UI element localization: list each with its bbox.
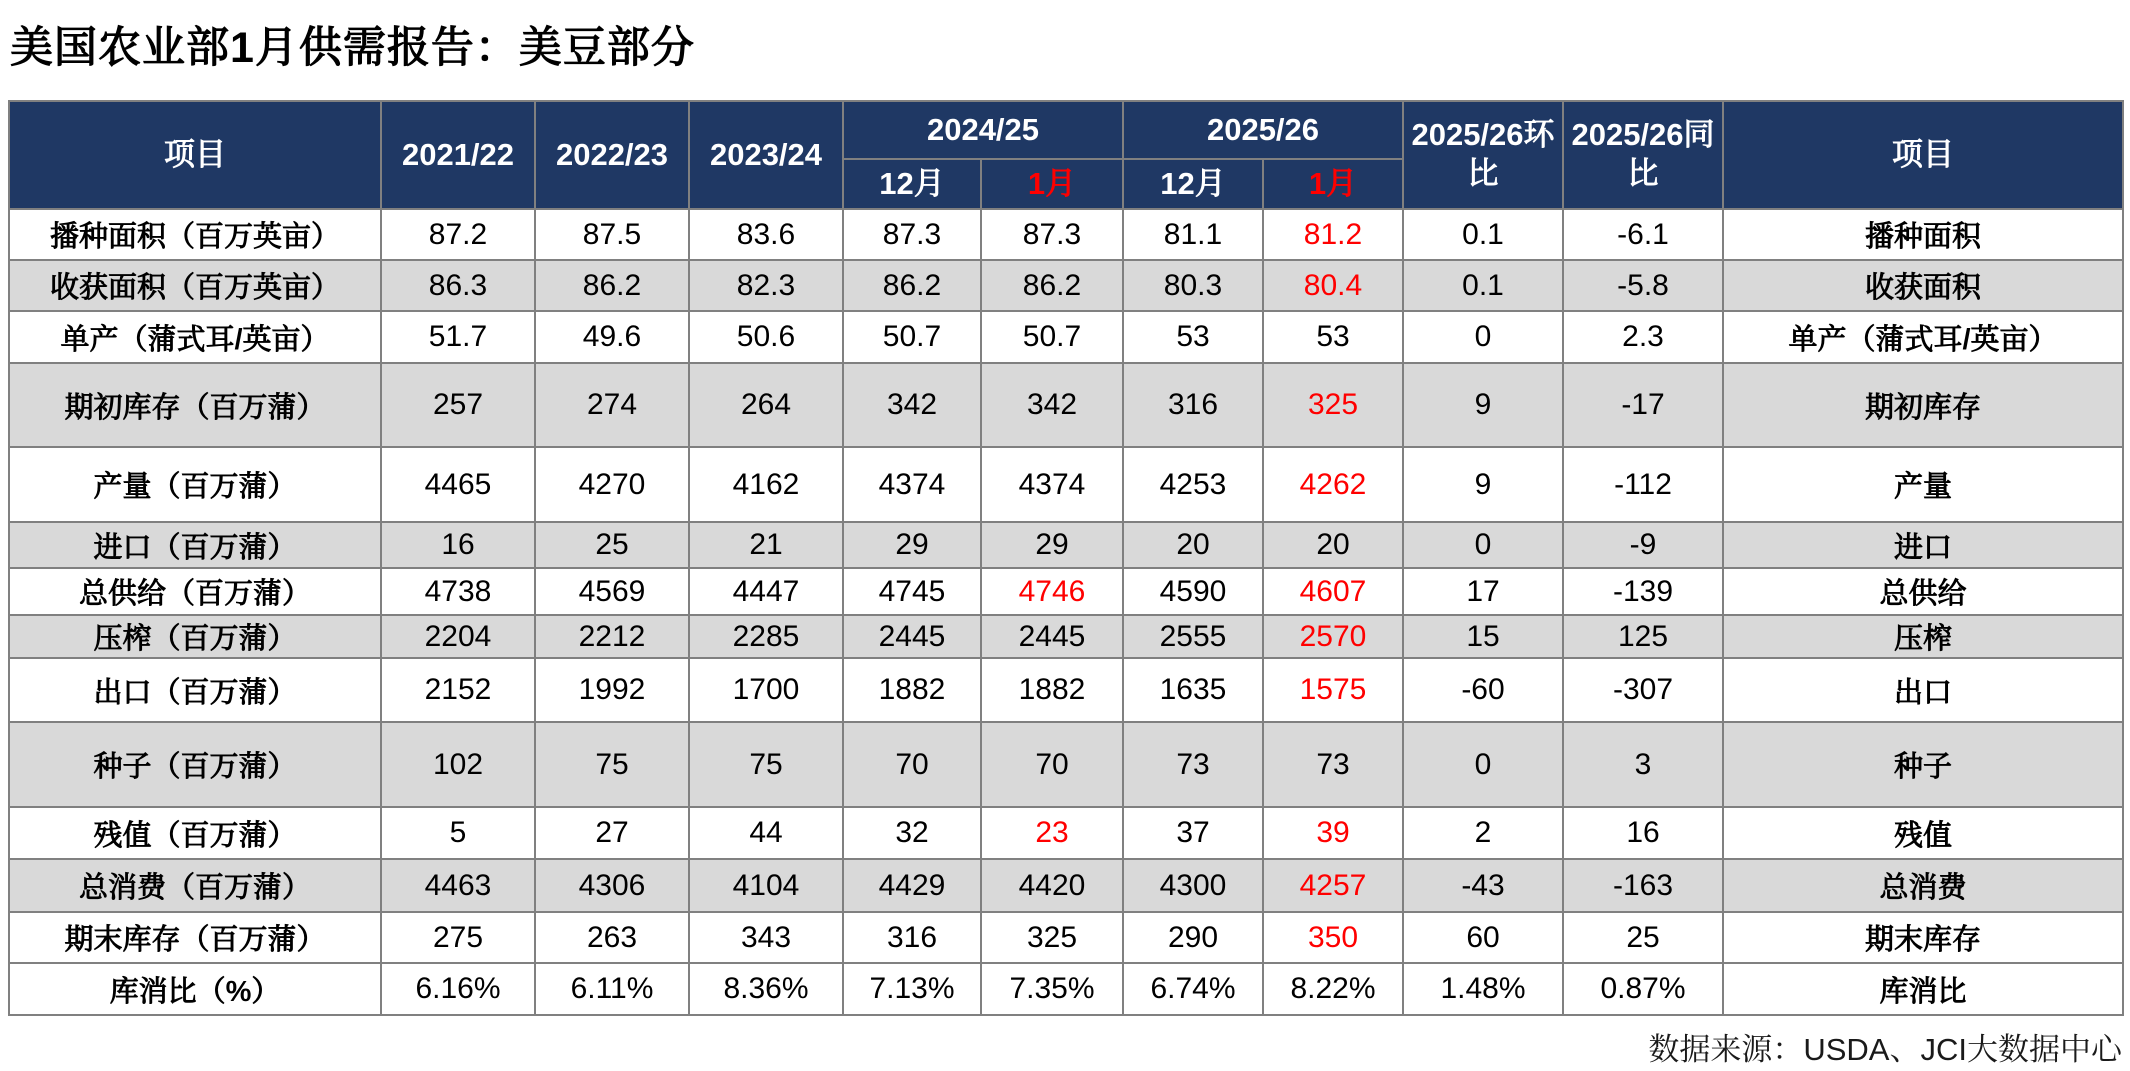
value-cell: 87.2 bbox=[381, 209, 535, 260]
value-cell: 2445 bbox=[843, 615, 981, 658]
value-cell: 316 bbox=[843, 912, 981, 963]
table-row bbox=[9, 859, 2123, 912]
value-cell: -307 bbox=[1563, 658, 1723, 722]
value-cell: 80.3 bbox=[1123, 260, 1263, 311]
row-item-label-left: 压榨（百万蒲） bbox=[9, 615, 381, 658]
value-cell: -5.8 bbox=[1563, 260, 1723, 311]
value-cell: 80.4 bbox=[1263, 260, 1403, 311]
header-year-2022-23: 2022/23 bbox=[535, 101, 689, 209]
value-cell: 16 bbox=[1563, 807, 1723, 859]
value-cell: 75 bbox=[689, 722, 843, 807]
value-cell: -17 bbox=[1563, 363, 1723, 447]
value-cell: 23 bbox=[981, 807, 1123, 859]
value-cell: 6.16% bbox=[381, 963, 535, 1015]
value-cell: 81.1 bbox=[1123, 209, 1263, 260]
value-cell: 264 bbox=[689, 363, 843, 447]
value-cell: 86.2 bbox=[981, 260, 1123, 311]
value-cell: 0.1 bbox=[1403, 209, 1563, 260]
value-cell: 9 bbox=[1403, 363, 1563, 447]
value-cell: 9 bbox=[1403, 447, 1563, 522]
value-cell: 3 bbox=[1563, 722, 1723, 807]
row-item-label-left: 出口（百万蒲） bbox=[9, 658, 381, 722]
value-cell: 83.6 bbox=[689, 209, 843, 260]
value-cell: 16 bbox=[381, 522, 535, 568]
value-cell: 50.7 bbox=[843, 311, 981, 363]
header-month-2024-25-jan: 1月 bbox=[981, 159, 1123, 209]
row-item-label-left: 产量（百万蒲） bbox=[9, 447, 381, 522]
header-group-2024-25: 2024/25 bbox=[843, 101, 1123, 159]
table-row bbox=[9, 615, 2123, 658]
value-cell: 1882 bbox=[843, 658, 981, 722]
value-cell: 60 bbox=[1403, 912, 1563, 963]
value-cell: 2445 bbox=[981, 615, 1123, 658]
value-cell: 5 bbox=[381, 807, 535, 859]
value-cell: 2204 bbox=[381, 615, 535, 658]
header-group-2025-26: 2025/26 bbox=[1123, 101, 1403, 159]
value-cell: 20 bbox=[1263, 522, 1403, 568]
value-cell: 8.22% bbox=[1263, 963, 1403, 1015]
row-item-label-left: 总消费（百万蒲） bbox=[9, 859, 381, 912]
row-item-label-right: 产量 bbox=[1723, 447, 2123, 522]
value-cell: -163 bbox=[1563, 859, 1723, 912]
value-cell: 342 bbox=[981, 363, 1123, 447]
value-cell: 0 bbox=[1403, 722, 1563, 807]
value-cell: 17 bbox=[1403, 568, 1563, 615]
value-cell: 290 bbox=[1123, 912, 1263, 963]
row-item-label-left: 种子（百万蒲） bbox=[9, 722, 381, 807]
value-cell: 4104 bbox=[689, 859, 843, 912]
value-cell: 32 bbox=[843, 807, 981, 859]
value-cell: -60 bbox=[1403, 658, 1563, 722]
value-cell: 49.6 bbox=[535, 311, 689, 363]
table-row bbox=[9, 209, 2123, 260]
header-month-2025-26-dec: 12月 bbox=[1123, 159, 1263, 209]
value-cell: 4253 bbox=[1123, 447, 1263, 522]
table-row bbox=[9, 722, 2123, 807]
value-cell: 2212 bbox=[535, 615, 689, 658]
row-item-label-left: 播种面积（百万英亩） bbox=[9, 209, 381, 260]
value-cell: 2570 bbox=[1263, 615, 1403, 658]
page-title: 美国农业部1月供需报告：美豆部分 bbox=[10, 24, 695, 72]
header-item-left: 项目 bbox=[9, 101, 381, 209]
header-year-2021-22: 2021/22 bbox=[381, 101, 535, 209]
header-month-2025-26-jan: 1月 bbox=[1263, 159, 1403, 209]
value-cell: 44 bbox=[689, 807, 843, 859]
value-cell: 39 bbox=[1263, 807, 1403, 859]
value-cell: 37 bbox=[1123, 807, 1263, 859]
table-row bbox=[9, 912, 2123, 963]
row-item-label-left: 库消比（%） bbox=[9, 963, 381, 1015]
value-cell: 4162 bbox=[689, 447, 843, 522]
row-item-label-left: 单产（蒲式耳/英亩） bbox=[9, 311, 381, 363]
table-row bbox=[9, 311, 2123, 363]
value-cell: 86.3 bbox=[381, 260, 535, 311]
value-cell: 4420 bbox=[981, 859, 1123, 912]
value-cell: 70 bbox=[981, 722, 1123, 807]
value-cell: 1882 bbox=[981, 658, 1123, 722]
value-cell: 73 bbox=[1123, 722, 1263, 807]
data-source-note: 数据来源：USDA、JCI大数据中心 bbox=[1648, 1032, 2122, 1067]
value-cell: 0 bbox=[1403, 522, 1563, 568]
value-cell: 343 bbox=[689, 912, 843, 963]
header-mom-label: 2025/26环比 bbox=[1403, 101, 1563, 209]
value-cell: 75 bbox=[535, 722, 689, 807]
value-cell: 2.3 bbox=[1563, 311, 1723, 363]
row-item-label-right: 库消比 bbox=[1723, 963, 2123, 1015]
value-cell: -112 bbox=[1563, 447, 1723, 522]
value-cell: 1700 bbox=[689, 658, 843, 722]
value-cell: 275 bbox=[381, 912, 535, 963]
row-item-label-left: 期初库存（百万蒲） bbox=[9, 363, 381, 447]
table-row bbox=[9, 260, 2123, 311]
value-cell: 274 bbox=[535, 363, 689, 447]
row-item-label-right: 出口 bbox=[1723, 658, 2123, 722]
value-cell: 81.2 bbox=[1263, 209, 1403, 260]
table-row bbox=[9, 963, 2123, 1015]
value-cell: 86.2 bbox=[843, 260, 981, 311]
value-cell: 0.87% bbox=[1563, 963, 1723, 1015]
header-year-2023-24: 2023/24 bbox=[689, 101, 843, 209]
supply-demand-table bbox=[8, 100, 2124, 1016]
value-cell: 4257 bbox=[1263, 859, 1403, 912]
value-cell: 4262 bbox=[1263, 447, 1403, 522]
value-cell: 316 bbox=[1123, 363, 1263, 447]
row-item-label-right: 期初库存 bbox=[1723, 363, 2123, 447]
value-cell: -139 bbox=[1563, 568, 1723, 615]
value-cell: 53 bbox=[1123, 311, 1263, 363]
value-cell: 7.13% bbox=[843, 963, 981, 1015]
value-cell: 2285 bbox=[689, 615, 843, 658]
value-cell: 4590 bbox=[1123, 568, 1263, 615]
value-cell: 4306 bbox=[535, 859, 689, 912]
value-cell: 4374 bbox=[981, 447, 1123, 522]
value-cell: 2 bbox=[1403, 807, 1563, 859]
value-cell: 82.3 bbox=[689, 260, 843, 311]
row-item-label-left: 期末库存（百万蒲） bbox=[9, 912, 381, 963]
value-cell: -6.1 bbox=[1563, 209, 1723, 260]
value-cell: 4447 bbox=[689, 568, 843, 615]
value-cell: 29 bbox=[843, 522, 981, 568]
table-row bbox=[9, 807, 2123, 859]
value-cell: 0 bbox=[1403, 311, 1563, 363]
value-cell: 263 bbox=[535, 912, 689, 963]
value-cell: 1992 bbox=[535, 658, 689, 722]
value-cell: 8.36% bbox=[689, 963, 843, 1015]
value-cell: 6.74% bbox=[1123, 963, 1263, 1015]
value-cell: 350 bbox=[1263, 912, 1403, 963]
value-cell: 1575 bbox=[1263, 658, 1403, 722]
row-item-label-right: 压榨 bbox=[1723, 615, 2123, 658]
value-cell: 87.3 bbox=[981, 209, 1123, 260]
value-cell: 4607 bbox=[1263, 568, 1403, 615]
row-item-label-right: 收获面积 bbox=[1723, 260, 2123, 311]
table-header bbox=[9, 101, 2123, 209]
value-cell: 4429 bbox=[843, 859, 981, 912]
value-cell: 257 bbox=[381, 363, 535, 447]
table-row bbox=[9, 658, 2123, 722]
table-row bbox=[9, 522, 2123, 568]
row-item-label-right: 播种面积 bbox=[1723, 209, 2123, 260]
value-cell: 4746 bbox=[981, 568, 1123, 615]
value-cell: 4745 bbox=[843, 568, 981, 615]
header-month-2024-25-dec: 12月 bbox=[843, 159, 981, 209]
value-cell: 53 bbox=[1263, 311, 1403, 363]
row-item-label-right: 种子 bbox=[1723, 722, 2123, 807]
value-cell: 2555 bbox=[1123, 615, 1263, 658]
value-cell: 20 bbox=[1123, 522, 1263, 568]
value-cell: 1635 bbox=[1123, 658, 1263, 722]
value-cell: 86.2 bbox=[535, 260, 689, 311]
row-item-label-left: 收获面积（百万英亩） bbox=[9, 260, 381, 311]
value-cell: 25 bbox=[535, 522, 689, 568]
value-cell: -9 bbox=[1563, 522, 1723, 568]
value-cell: 4463 bbox=[381, 859, 535, 912]
value-cell: -43 bbox=[1403, 859, 1563, 912]
row-item-label-left: 总供给（百万蒲） bbox=[9, 568, 381, 615]
value-cell: 1.48% bbox=[1403, 963, 1563, 1015]
value-cell: 4300 bbox=[1123, 859, 1263, 912]
value-cell: 4569 bbox=[535, 568, 689, 615]
row-item-label-right: 进口 bbox=[1723, 522, 2123, 568]
header-yoy-label: 2025/26同比 bbox=[1563, 101, 1723, 209]
table-row bbox=[9, 447, 2123, 522]
value-cell: 29 bbox=[981, 522, 1123, 568]
value-cell: 15 bbox=[1403, 615, 1563, 658]
table-row bbox=[9, 568, 2123, 615]
value-cell: 0.1 bbox=[1403, 260, 1563, 311]
table-row bbox=[9, 363, 2123, 447]
value-cell: 4270 bbox=[535, 447, 689, 522]
value-cell: 125 bbox=[1563, 615, 1723, 658]
value-cell: 25 bbox=[1563, 912, 1723, 963]
value-cell: 4465 bbox=[381, 447, 535, 522]
value-cell: 2152 bbox=[381, 658, 535, 722]
value-cell: 50.7 bbox=[981, 311, 1123, 363]
value-cell: 73 bbox=[1263, 722, 1403, 807]
value-cell: 21 bbox=[689, 522, 843, 568]
value-cell: 325 bbox=[1263, 363, 1403, 447]
value-cell: 102 bbox=[381, 722, 535, 807]
row-item-label-right: 残值 bbox=[1723, 807, 2123, 859]
value-cell: 325 bbox=[981, 912, 1123, 963]
value-cell: 87.5 bbox=[535, 209, 689, 260]
value-cell: 50.6 bbox=[689, 311, 843, 363]
row-item-label-right: 总消费 bbox=[1723, 859, 2123, 912]
value-cell: 7.35% bbox=[981, 963, 1123, 1015]
value-cell: 4374 bbox=[843, 447, 981, 522]
value-cell: 27 bbox=[535, 807, 689, 859]
value-cell: 6.11% bbox=[535, 963, 689, 1015]
table-body bbox=[9, 209, 2123, 1015]
row-item-label-left: 进口（百万蒲） bbox=[9, 522, 381, 568]
value-cell: 51.7 bbox=[381, 311, 535, 363]
value-cell: 70 bbox=[843, 722, 981, 807]
value-cell: 342 bbox=[843, 363, 981, 447]
row-item-label-left: 残值（百万蒲） bbox=[9, 807, 381, 859]
header-item-right: 项目 bbox=[1723, 101, 2123, 209]
value-cell: 87.3 bbox=[843, 209, 981, 260]
row-item-label-right: 期末库存 bbox=[1723, 912, 2123, 963]
row-item-label-right: 单产（蒲式耳/英亩） bbox=[1723, 311, 2123, 363]
value-cell: 4738 bbox=[381, 568, 535, 615]
row-item-label-right: 总供给 bbox=[1723, 568, 2123, 615]
